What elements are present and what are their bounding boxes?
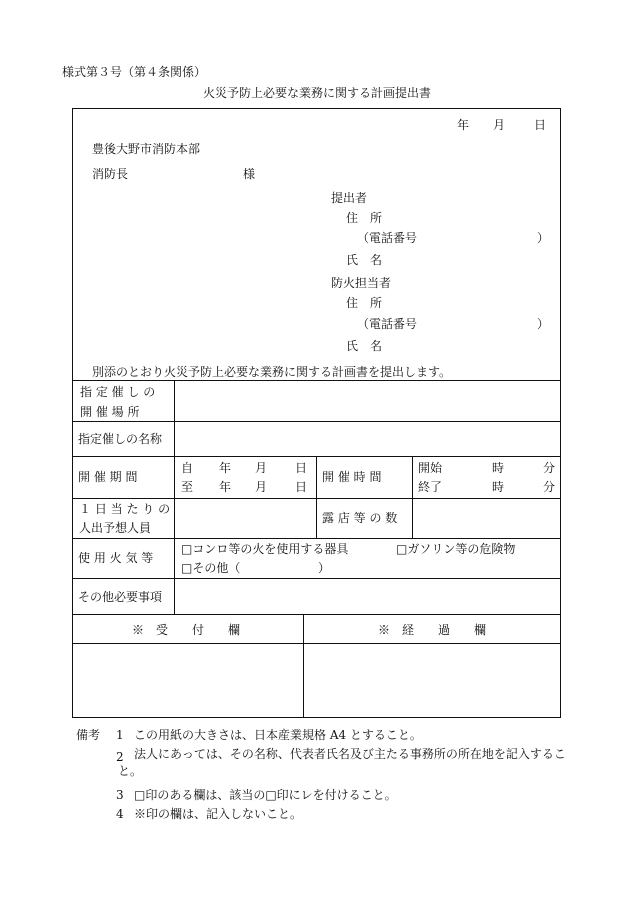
form-number: 様式第３号（第４条関係） [62, 65, 207, 79]
stalls-label: 露 店 等 の 数 [322, 511, 398, 525]
note-number: 1 [116, 728, 124, 742]
submitter-phone-close: ） [537, 231, 550, 245]
recipient-honorific: 様 [243, 167, 256, 181]
note-number: 4 [116, 807, 124, 821]
notes-heading: 備考 [76, 728, 101, 742]
recipient-title: 消防長 [92, 167, 129, 181]
time-start-minute: 分 [543, 461, 556, 475]
venue-label-line2: 開 催 場 所 [80, 405, 140, 419]
period-from-month: 月 [255, 461, 268, 475]
fire-manager-name-label: 氏 名 [346, 339, 383, 353]
period-to-label: 至 [181, 480, 194, 494]
date-year-label: 年 [457, 118, 470, 132]
note-text: □印のある欄は、該当の□印にレを付けること。 [134, 788, 397, 802]
fire-option-other[interactable]: □その他（ [181, 561, 241, 575]
fire-manager-address-label: 住 所 [346, 296, 383, 310]
fire-option-gasoline[interactable]: □ガソリン等の危険物 [396, 542, 516, 556]
submitter-address-label: 住 所 [346, 211, 383, 225]
period-to-year: 年 [219, 480, 232, 494]
other-items-label: その他必要事項 [78, 590, 163, 604]
statement-text: 別添のとおり火災予防上必要な業務に関する計画書を提出します。 [92, 365, 452, 379]
time-end-label: 終了 [418, 480, 443, 494]
note-number: 2 [116, 750, 124, 764]
event-name-label: 指定催しの名称 [78, 432, 163, 446]
venue-label-line1: 指 定 催 し の [80, 385, 156, 399]
period-label: 開 催 期 間 [78, 470, 138, 484]
document-title: 火災予防上必要な業務に関する計画提出書 [203, 86, 432, 100]
submitter-name-label: 氏 名 [346, 253, 383, 267]
note-text: 法人にあっては、その名称、代表者氏名及び主たる事務所の所在地を記入すること。 [118, 747, 566, 778]
recipient-org: 豊後大野市消防本部 [92, 142, 201, 156]
time-end-minute: 分 [543, 480, 556, 494]
time-start-label: 開始 [418, 461, 443, 475]
fire-manager-phone-label: （電話番号 [357, 317, 418, 331]
date-day-label: 日 [534, 118, 547, 132]
progress-header: ※ 経 過 欄 [378, 623, 487, 637]
fire-manager-phone-close: ） [537, 317, 550, 331]
period-to-day: 日 [295, 480, 308, 494]
period-from-day: 日 [295, 461, 308, 475]
attendance-label-line1: １ 日 当 た り の [79, 502, 171, 516]
date-month-label: 月 [493, 118, 506, 132]
reception-header: ※ 受 付 欄 [132, 623, 241, 637]
submitter-heading: 提出者 [331, 191, 368, 205]
submitter-phone-label: （電話番号 [357, 231, 418, 245]
note-text: ※印の欄は、記入しないこと。 [134, 807, 303, 821]
fire-option-other-close: ） [318, 561, 331, 575]
time-start-hour: 時 [492, 461, 505, 475]
fire-manager-heading: 防火担当者 [331, 276, 392, 290]
period-to-month: 月 [255, 480, 268, 494]
time-end-hour: 時 [492, 480, 505, 494]
attendance-label-line2: 人出予想人員 [79, 521, 152, 535]
time-label: 開 催 時 間 [322, 470, 382, 484]
period-from-year: 年 [219, 461, 232, 475]
note-number: 3 [116, 788, 124, 802]
period-from-label: 自 [181, 461, 194, 475]
fire-option-stove[interactable]: □コンロ等の火を使用する器具 [181, 542, 349, 556]
fire-use-label: 使 用 火 気 等 [78, 551, 154, 565]
note-text: この用紙の大きさは、日本産業規格 A4 とすること。 [134, 728, 422, 742]
